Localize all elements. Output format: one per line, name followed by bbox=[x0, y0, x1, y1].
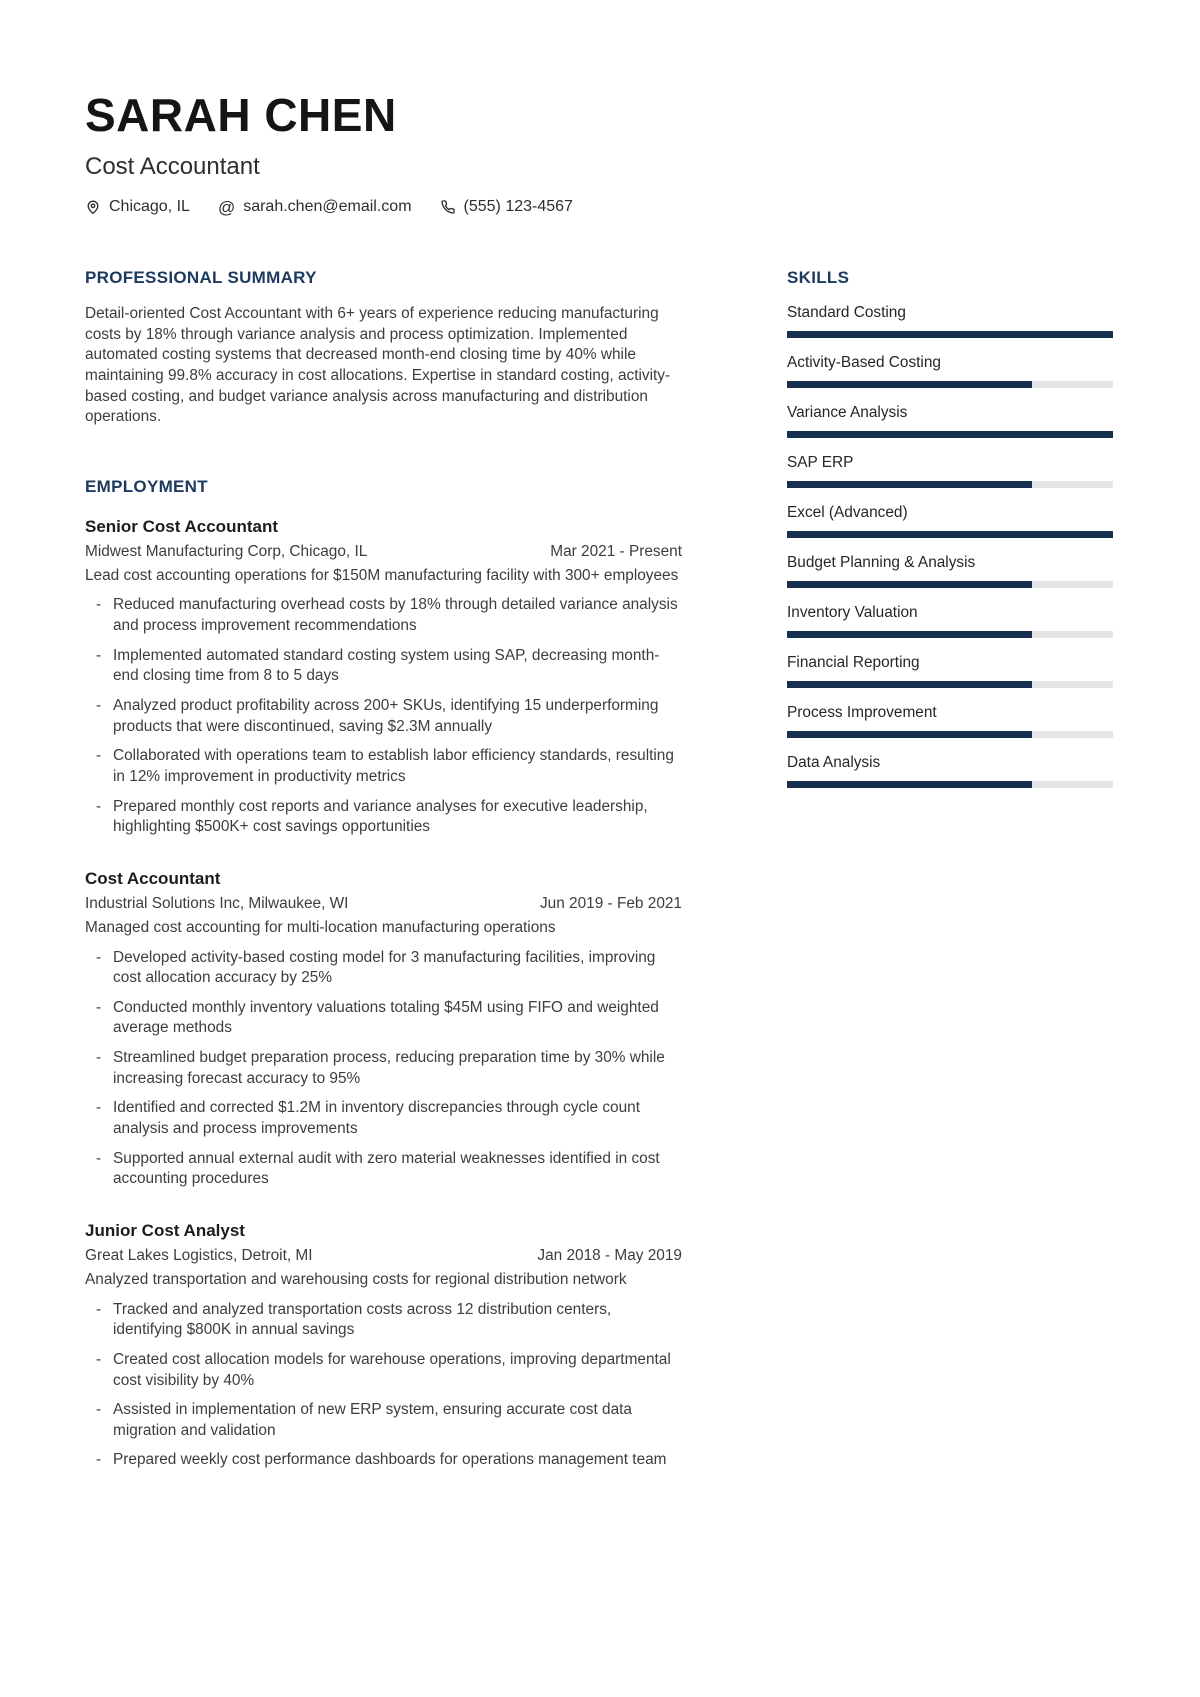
skill-bar-fill bbox=[787, 631, 1032, 638]
contact-location bbox=[85, 198, 190, 216]
skill-bar-track bbox=[787, 681, 1113, 688]
skill-bar-fill bbox=[787, 581, 1032, 588]
skill-name: Standard Costing bbox=[787, 304, 906, 321]
job-role: Cost Accountant bbox=[85, 868, 221, 888]
job-entry bbox=[85, 517, 682, 838]
contact-phone-text: (555) 123-4567 bbox=[463, 198, 573, 215]
skill-bar-fill bbox=[787, 731, 1032, 738]
skill-item bbox=[787, 304, 1113, 338]
skill-item bbox=[787, 604, 1113, 638]
job-bullet-list bbox=[85, 595, 682, 837]
bullet-dash: - bbox=[96, 1149, 102, 1167]
bullet-dash: - bbox=[96, 1350, 102, 1368]
job-company: Great Lakes Logistics, Detroit, MI bbox=[85, 1246, 313, 1264]
job-role: Senior Cost Accountant bbox=[85, 516, 278, 536]
bullet-text: Reduced manufacturing overhead costs by 18% through detailed variance analysis and process improvement recommendations bbox=[113, 596, 678, 635]
bullet-dash: - bbox=[96, 1300, 102, 1318]
job-dates: Mar 2021 - Present bbox=[550, 542, 682, 560]
skill-bar-fill bbox=[787, 431, 1113, 438]
skill-item bbox=[787, 704, 1113, 738]
bullet-dash: - bbox=[96, 1049, 102, 1067]
job-summary: Lead cost accounting operations for $150M manufacturing facility with 300+ employees bbox=[85, 566, 679, 584]
skill-bar-track bbox=[787, 481, 1113, 488]
summary-section bbox=[85, 268, 682, 428]
job-company: Industrial Solutions Inc, Milwaukee, WI bbox=[85, 894, 349, 912]
job-bullet bbox=[85, 595, 682, 636]
skill-name: Process Improvement bbox=[787, 704, 937, 721]
job-bullet bbox=[85, 1149, 682, 1190]
job-bullet-list bbox=[85, 948, 682, 1190]
bullet-text: Conducted monthly inventory valuations totaling $45M using FIFO and weighted average methods bbox=[113, 998, 659, 1037]
job-bullet bbox=[85, 1048, 682, 1089]
job-bullet bbox=[85, 1450, 682, 1471]
job-bullet bbox=[85, 948, 682, 989]
skill-name: SAP ERP bbox=[787, 454, 854, 471]
job-bullet bbox=[85, 998, 682, 1039]
bullet-text: Identified and corrected $1.2M in inventory discrepancies through cycle count analysis and process improvements bbox=[113, 1099, 641, 1138]
skill-item bbox=[787, 404, 1113, 438]
bullet-text: Supported annual external audit with zero material weaknesses identified in cost accounting procedures bbox=[113, 1149, 660, 1188]
skill-bar-fill bbox=[787, 331, 1113, 338]
bullet-dash: - bbox=[96, 948, 102, 966]
bullet-text: Streamlined budget preparation process, reducing preparation time by 30% while increasing forecast accuracy to 95% bbox=[113, 1049, 665, 1087]
skill-item bbox=[787, 354, 1113, 388]
skills-heading: SKILLS bbox=[787, 268, 850, 287]
bullet-text: Created cost allocation models for warehouse operations, improving departmental cost visibility by 40% bbox=[113, 1350, 671, 1389]
job-bullet-list bbox=[85, 1300, 682, 1471]
bullet-dash: - bbox=[96, 646, 102, 664]
job-role: Junior Cost Analyst bbox=[85, 1220, 245, 1240]
skill-name: Excel (Advanced) bbox=[787, 504, 908, 521]
person-job-title: Cost Accountant bbox=[85, 153, 260, 180]
skill-bar-fill bbox=[787, 781, 1032, 788]
bullet-dash: - bbox=[96, 1099, 102, 1117]
person-name: SARAH CHEN bbox=[85, 89, 397, 141]
job-entry bbox=[85, 869, 682, 1190]
job-bullet bbox=[85, 1098, 682, 1139]
skill-name: Data Analysis bbox=[787, 754, 881, 771]
skill-name: Inventory Valuation bbox=[787, 604, 918, 621]
skill-item bbox=[787, 654, 1113, 688]
bullet-dash: - bbox=[96, 747, 102, 765]
bullet-text: Prepared monthly cost reports and variance analyses for executive leadership, highlighting $500K+ cost savings opportunities bbox=[113, 797, 648, 836]
contact-phone bbox=[440, 198, 573, 216]
bullet-text: Assisted in implementation of new ERP system, ensuring accurate cost data migration and validation bbox=[113, 1401, 632, 1439]
skill-bar-track bbox=[787, 331, 1113, 338]
skill-bar-track bbox=[787, 781, 1113, 788]
bullet-text: Collaborated with operations team to establish labor efficiency standards, resulting in 12% improvement in productivity metrics bbox=[113, 747, 674, 785]
bullet-dash: - bbox=[96, 1401, 102, 1419]
skill-item bbox=[787, 454, 1113, 488]
employment-section bbox=[85, 477, 682, 1471]
skills-section bbox=[787, 268, 1113, 1480]
contact-location-text: Chicago, IL bbox=[109, 198, 190, 215]
job-bullet bbox=[85, 696, 682, 737]
summary-text: Detail-oriented Cost Accountant with 6+ years of experience reducing manufacturing costs by 18% through variance analysis and process optimization. Implemented automated costing systems that decreased month-end closing time by 40% while maintaining 99.8% accuracy in cost allocations. Expertise in standard costing, activity-based costing, and budget variance analysis across manufacturing and distribution operations. bbox=[85, 305, 671, 426]
contact-row bbox=[85, 198, 1113, 216]
skill-item bbox=[787, 554, 1113, 588]
bullet-text: Analyzed product profitability across 200+ SKUs, identifying 15 underperforming products that were discontinued, saving $2.3M annually bbox=[113, 697, 659, 735]
bullet-text: Developed activity-based costing model for 3 manufacturing facilities, improving cost allocation accuracy by 25% bbox=[113, 948, 656, 987]
resume-header bbox=[85, 89, 1113, 217]
skill-bar-fill bbox=[787, 681, 1032, 688]
skill-name: Activity-Based Costing bbox=[787, 354, 941, 371]
employment-heading: EMPLOYMENT bbox=[85, 476, 208, 496]
job-summary: Analyzed transportation and warehousing costs for regional distribution network bbox=[85, 1270, 627, 1288]
contact-email bbox=[218, 198, 412, 216]
bullet-text: Tracked and analyzed transportation costs across 12 distribution centers, identifying $800K in annual savings bbox=[113, 1300, 612, 1339]
bullet-dash: - bbox=[96, 998, 102, 1016]
job-company: Midwest Manufacturing Corp, Chicago, IL bbox=[85, 542, 368, 560]
bullet-dash: - bbox=[96, 1451, 102, 1469]
job-summary: Managed cost accounting for multi-location manufacturing operations bbox=[85, 918, 556, 936]
skill-bar-track bbox=[787, 381, 1113, 388]
bullet-dash: - bbox=[96, 697, 102, 715]
skill-bar-track bbox=[787, 531, 1113, 538]
at-sign-icon: @ bbox=[217, 197, 236, 217]
bullet-text: Prepared weekly cost performance dashboards for operations management team bbox=[113, 1451, 667, 1469]
summary-heading: PROFESSIONAL SUMMARY bbox=[85, 268, 317, 287]
location-pin-icon bbox=[85, 199, 101, 215]
bullet-dash: - bbox=[96, 797, 102, 815]
job-bullet bbox=[85, 1350, 682, 1391]
skill-bar-track bbox=[787, 431, 1113, 438]
bullet-dash: - bbox=[96, 596, 102, 614]
job-bullet bbox=[85, 1400, 682, 1441]
job-bullet bbox=[85, 797, 682, 838]
skill-bar-track bbox=[787, 631, 1113, 638]
job-bullet bbox=[85, 1300, 682, 1341]
job-bullet bbox=[85, 746, 682, 787]
skill-name: Budget Planning & Analysis bbox=[787, 554, 976, 571]
bullet-text: Implemented automated standard costing system using SAP, decreasing month-end closing time from 8 to 5 days bbox=[113, 646, 660, 685]
skill-item bbox=[787, 754, 1113, 788]
skill-bar-fill bbox=[787, 481, 1032, 488]
skill-name: Financial Reporting bbox=[787, 654, 920, 671]
skill-item bbox=[787, 504, 1113, 538]
phone-icon bbox=[440, 199, 456, 215]
job-dates: Jan 2018 - May 2019 bbox=[537, 1246, 682, 1264]
contact-email-text: sarah.chen@email.com bbox=[243, 198, 412, 215]
skill-bar-fill bbox=[787, 531, 1113, 538]
skill-bar-fill bbox=[787, 381, 1032, 388]
skill-bar-track bbox=[787, 581, 1113, 588]
skill-name: Variance Analysis bbox=[787, 404, 908, 421]
job-dates: Jun 2019 - Feb 2021 bbox=[539, 894, 682, 912]
skill-bar-track bbox=[787, 731, 1113, 738]
job-entry bbox=[85, 1221, 682, 1471]
job-bullet bbox=[85, 646, 682, 687]
